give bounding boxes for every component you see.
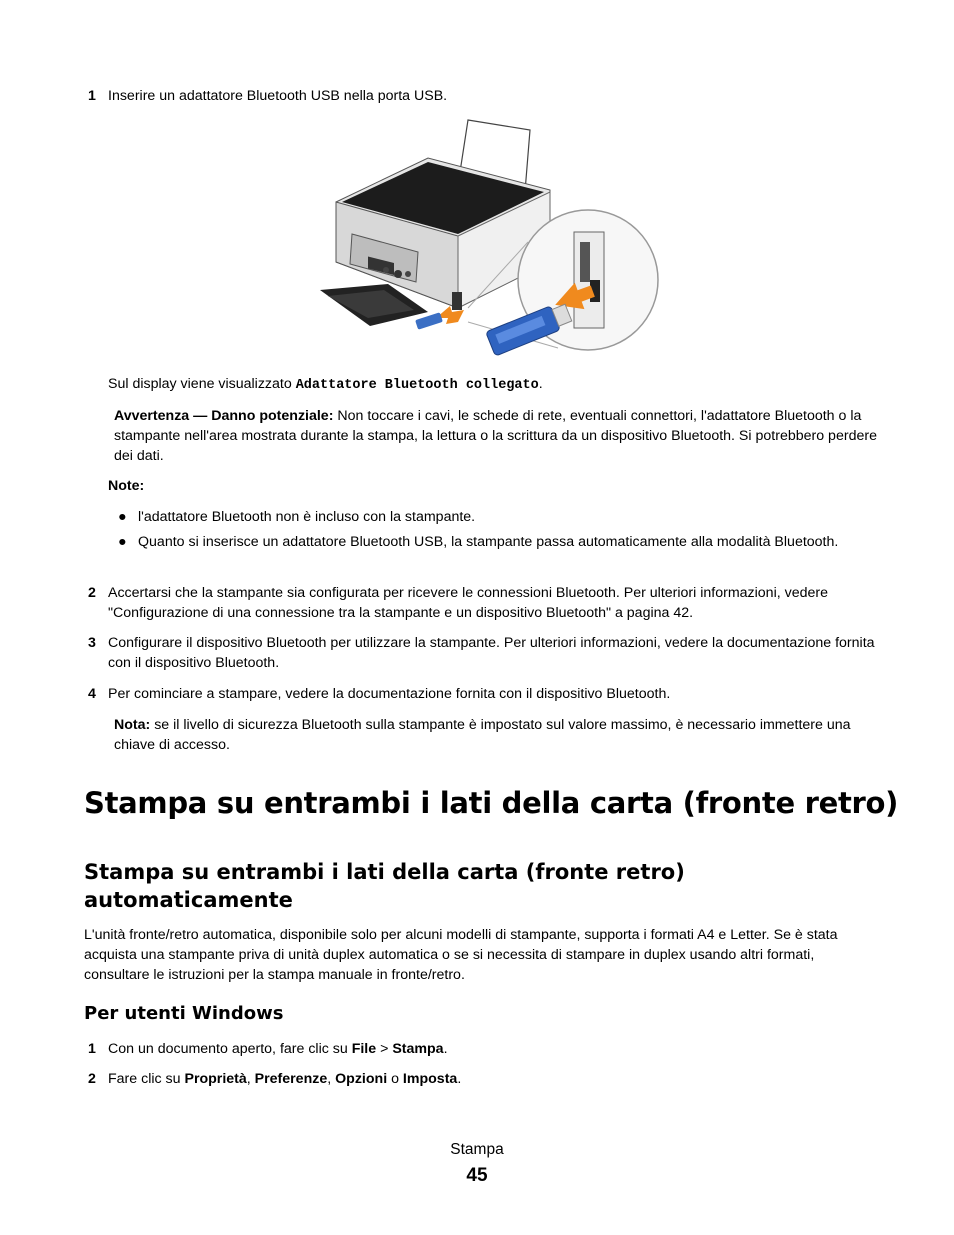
stampa-menu-ref: Stampa	[392, 1041, 444, 1057]
document-page: 1 Inserire un adattatore Bluetooth USB nella porta USB. Sul display viene visualizzato Adattatore Bluetooth collegato. Avvertenza — Danno potenziale: Non toccare i cavi, le schede di rete, eventuali connettori, l'adattatore Bluetooth o la stampante nell'area mostrata durante la stampa, la lettura o la scrittura da un dispositivo Bluetooth. Si potrebbero perdere dei dati. Note: ● l'adattatore Bluetooth non è incluso con la stampante. ● Quanto si inserisce un adattatore Bluetooth USB, la stampante passa automaticamente alla modalità Bluetooth. 2 Accertarsi che la stampante sia configurata per ricevere le connessioni Bluetooth. Per ulteriori informazioni, vedere "Configurazione di una connessione tra la stampante e un dispositivo Bluetooth" a pagina 42. 3 Configurare il dispositivo Bluetooth per utilizzare la stampante. Per ulteriori informazioni, vedere la documentazione fornita con il dispositivo Bluetooth. 4 Per cominciare a stampare, vedere la documentazione fornita con il dispositivo Bluetooth. Nota: se il livello di sicurezza Bluetooth sulla stampante è impostato sul valore massimo, è necessario immettere una chiave di accesso. Stampa su entrambi i lati della carta (fronte retro) Stampa su entrambi i lati della carta (fronte retro) automaticamente L'unità fronte/retro automatica, disponibile solo per alcuni modelli di stampante, supporta i formati A4 e Letter. Se è stata acquista una stampante priva di unità duplex automatica o se si necessita di stampare in duplex usando altri formati, consultare le istruzioni per la stampa manuale in fronte/retro. Per utenti Windows 1 Con un documento aperto, fare clic su File > Stampa. 2 Fare clic su Proprietà, Preferenze, Opzioni o Imposta. Stampa 45	[0, 0, 954, 1235]
section-heading: Stampa su entrambi i lati della carta (fronte retro)	[84, 786, 899, 820]
step-number: 1	[88, 88, 96, 104]
step-number: 1	[88, 1041, 96, 1057]
display-code: Adattatore Bluetooth collegato	[295, 378, 539, 393]
step-text: Configurare il dispositivo Bluetooth per utilizzare la stampante. Per ulteriori informazioni, vedere la documentazione fornita con il dispositivo Bluetooth.	[108, 635, 875, 671]
warning-note	[114, 406, 879, 466]
step-number: 2	[88, 1071, 96, 1087]
step-text: Per cominciare a stampare, vedere la documentazione fornita con il dispositivo Bluetooth.	[108, 686, 671, 702]
nota-text: se il livello di sicurezza Bluetooth sulla stampante è impostato sul valore massimo, è necessario immettere una chiave di accesso.	[114, 717, 851, 753]
step-text: Con un documento aperto, fare clic su File > Stampa.	[108, 1041, 448, 1057]
step-number: 2	[88, 585, 96, 601]
printer-illustration-svg	[318, 112, 666, 368]
printer-bluetooth-illustration	[318, 112, 666, 368]
step-text: Accertarsi che la stampante sia configurata per ricevere le connessioni Bluetooth. Per ulteriori informazioni, vedere "Configurazione di una connessione tra la stampante e un dispositivo Bluetooth" a pagina 42.	[108, 585, 828, 621]
display-message-line: Sul display viene visualizzato Adattatore Bluetooth collegato.	[108, 376, 543, 393]
subsection-heading: Stampa su entrambi i lati della carta (fronte retro) automaticamente	[84, 860, 685, 912]
step-text: Fare clic su Proprietà, Preferenze, Opzioni o Imposta.	[108, 1071, 462, 1087]
nota-label: Nota:	[114, 717, 151, 733]
step-text: Inserire un adattatore Bluetooth USB nella porta USB.	[108, 88, 448, 104]
security-note	[114, 715, 879, 755]
windows-heading: Per utenti Windows	[84, 1003, 284, 1024]
footer-section-label: Stampa	[450, 1141, 504, 1158]
warning-label: Avvertenza — Danno potenziale:	[114, 408, 334, 424]
notes-label: Note:	[108, 478, 145, 494]
warning-text: Non toccare i cavi, le schede di rete, eventuali connettori, l'adattatore Bluetooth o la stampante nell'area mostrata durante la stampa, la lettura o la scrittura da un dispositivo Bluetooth. Si potrebbero perdere dei dati.	[114, 408, 877, 464]
step-number: 3	[88, 635, 96, 651]
file-menu-ref: File	[351, 1041, 377, 1057]
intro-paragraph: L'unità fronte/retro automatica, disponibile solo per alcuni modelli di stampante, supporta i formati A4 e Letter. Se è stata acquista una stampante priva di unità duplex automatica o se si necessita di stampare in duplex usando altri formati, consultare le istruzioni per la stampa manuale in fronte/retro.	[84, 927, 838, 983]
page-number: 45	[466, 1165, 488, 1186]
step-number: 4	[88, 686, 96, 702]
